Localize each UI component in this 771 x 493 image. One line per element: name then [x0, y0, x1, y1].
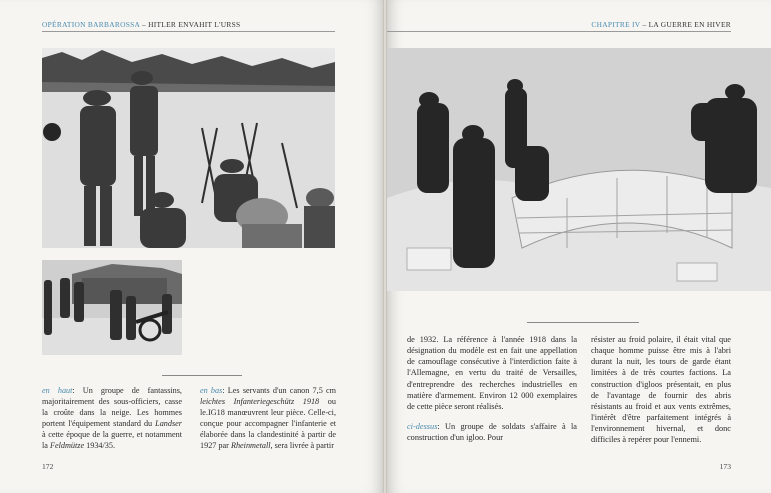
book-gutter [383, 0, 387, 493]
running-head-chapter: CHAPITRE IV [591, 20, 641, 29]
header-rule-right [387, 31, 731, 32]
header-rule [42, 31, 335, 32]
infantry-snow-photo [42, 48, 335, 248]
body-paragraph-continued: de 1932. La référence à l'année 1918 dans la désignation du modèle est en fait une appellation de camouflage consécutive à l'interdiction faite à l'Allemagne, en vertu du traité de Versailles, d'entreprendre des recherches industrielles en matière d'armement. Environ 12 000 exemplaires de cette pièce seront réalisés. [407, 335, 577, 411]
gun-crew-photo [42, 260, 182, 355]
running-head-series: OPÉRATION BARBAROSSA [42, 20, 140, 29]
body-paragraph-right: résister au froid polaire, il était vital que chaque homme puisse être mis à l'abri durant la nuit, les tours de garde étant limitées à de très courtes factions. La construction d'igloos présentait, en plus de l'avantage de fournir des abris résistants au froid et aux vents extrêmes, l'intérêt d'être parfaitement intégrés à l'environnement hivernal, et donc difficiles à repérer pour l'ennemi. [591, 335, 731, 445]
caption-above-lead: ci-dessus [407, 422, 438, 432]
body-column-left [407, 334, 577, 443]
igloo-construction-photo [387, 48, 771, 291]
running-head-title: HITLER ENVAHIT L'URSS [148, 20, 241, 29]
caption-bottom: en bas: Les servants d'un canon 7,5 cm leichtes Infanteriegeschütz 1918 ou le.IG18 manœuvrent leur pièce. Celle-ci, conçue pour accompagner l'infanterie et élaborée dans la clandestinité à partir de 1927 par Rheinmetall, sera livrée à partir [200, 386, 336, 451]
text-separator-rule [527, 322, 639, 323]
left-running-head: OPÉRATION BARBAROSSA – HITLER ENVAHIT L'URSS [42, 20, 241, 29]
caption-above-text: : Un groupe de soldats s'affaire à la construction d'un igloo. Pour [407, 422, 577, 443]
caption-bottom-lead: en bas [200, 386, 223, 395]
running-head-chapter-title: LA GUERRE EN HIVER [648, 20, 731, 29]
body-column-right [591, 334, 731, 446]
caption-separator-rule [162, 375, 242, 376]
right-running-head: CHAPITRE IV – LA GUERRE EN HIVER [591, 20, 731, 29]
caption-top-lead: en haut [42, 386, 73, 395]
caption-top: en haut: Un groupe de fantassins, majoritairement des sous-officiers, casse la croûte dans la neige. Les hommes portent l'équipement standard du Landser à cette époque de la guerre, et notamment la Feldmütze 1934/35. [42, 386, 182, 451]
page-number-left: 172 [42, 462, 54, 471]
right-page [385, 0, 771, 493]
page-number-right: 173 [719, 462, 731, 471]
left-page [0, 0, 385, 493]
